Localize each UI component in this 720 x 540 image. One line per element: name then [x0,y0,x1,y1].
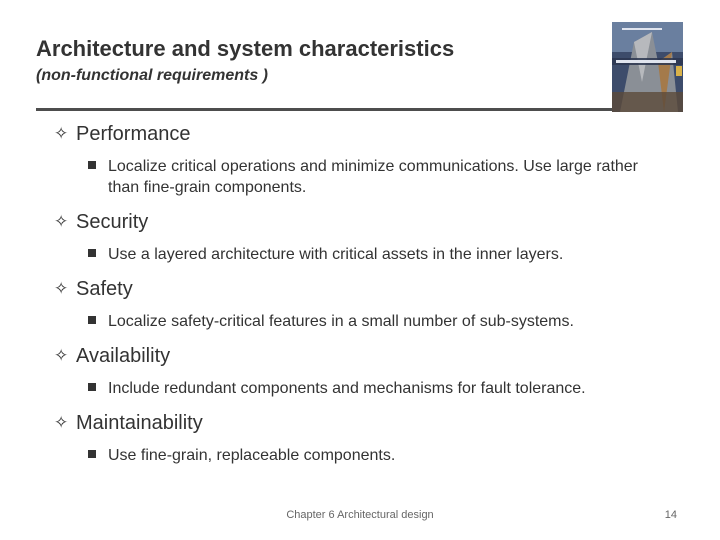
sparkle-bullet-icon: ✧ [54,279,69,299]
section-heading: Performance [76,123,191,145]
sparkle-bullet-icon: ✧ [54,346,69,366]
level2-bullet [108,156,694,198]
level2-bullet [108,244,694,265]
level2-bullet [108,378,694,399]
level1-bullet [54,209,694,235]
square-bullet-icon [88,249,96,257]
book-cover-image [612,22,683,112]
bullet-text: Localize critical operations and minimize communications. Use large rather than fine-grain components. [108,158,639,196]
bullet-text: Localize safety-critical features in a small number of sub-systems. [108,313,574,330]
slide-subtitle: (non-functional requirements ) [36,67,268,84]
section-security [54,209,694,265]
section-heading: Maintainability [76,412,203,434]
square-bullet-icon [88,316,96,324]
level1-bullet [54,343,694,369]
bullet-text: Use a layered architecture with critical assets in the inner layers. [108,246,564,263]
footer-chapter: Chapter 6 Architectural design [286,509,434,521]
book-cover-icon [612,22,683,112]
slide-title: Architecture and system characteristics [36,36,455,61]
level2-bullet [108,445,694,466]
section-heading: Availability [76,345,171,367]
sparkle-bullet-icon: ✧ [54,413,69,433]
section-safety [54,276,694,332]
bullet-text: Include redundant components and mechanisms for fault tolerance. [108,380,586,397]
section-performance [54,121,694,198]
level2-bullet [108,311,694,332]
bullet-text: Use fine-grain, replaceable components. [108,447,396,464]
section-heading: Security [76,211,149,233]
title-divider [36,108,616,111]
square-bullet-icon [88,161,96,169]
level1-bullet [54,276,694,302]
slide-body [54,121,694,466]
level1-bullet [54,121,694,147]
section-availability [54,343,694,399]
page-number: 14 [664,509,677,521]
level1-bullet [54,410,694,436]
section-maintainability [54,410,694,466]
square-bullet-icon [88,450,96,458]
section-heading: Safety [76,278,133,300]
square-bullet-icon [88,383,96,391]
sparkle-bullet-icon: ✧ [54,124,69,144]
sparkle-bullet-icon: ✧ [54,212,69,232]
